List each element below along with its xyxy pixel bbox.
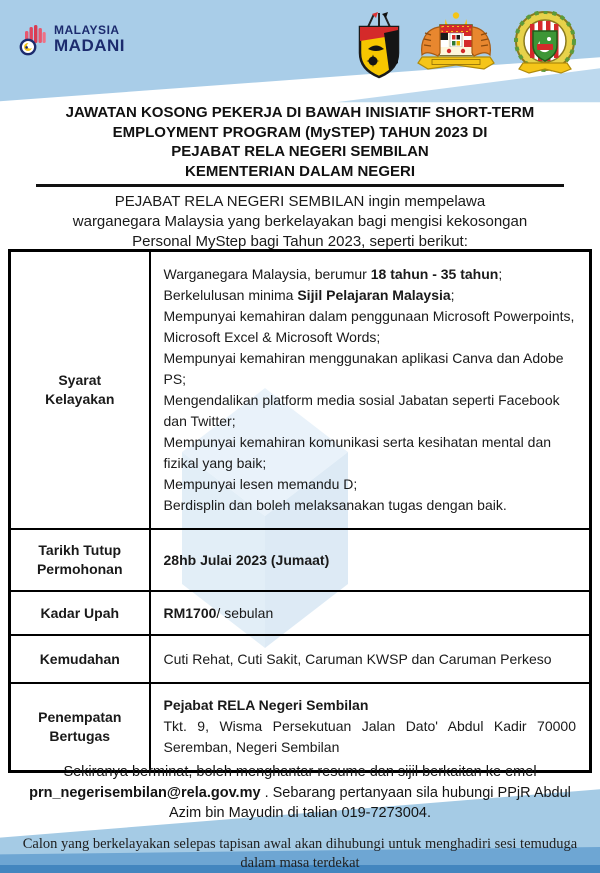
requirement-bold-text: 18 tahun - 35 tahun [370,266,499,282]
madani-wordmark-line2: MADANI [54,36,125,55]
row-label-line: Kadar Upah [40,604,120,621]
row-label-kadar-upah [10,591,150,635]
madani-wordmark [54,24,125,54]
title-divider-rule [36,184,564,187]
requirement-line [164,390,577,432]
placement-office-text: Pejabat RELA Negeri Sembilan [163,697,369,714]
page-title-line-4: KEMENTERIAN DALAM NEGERI [184,162,415,180]
madani-hand-icon [18,22,50,56]
requirement-text: Berdisplin dan boleh melaksanakan tugas dengan baik. [163,497,507,513]
requirement-line [164,348,577,390]
page-title [0,103,600,181]
requirement-line [164,264,577,285]
row-label-line: Permohonan [36,561,123,577]
requirement-text: Warganegara Malaysia, berumur [163,266,371,282]
requirement-text: Mengendalikan platform media sosial Jabatan seperti Facebook dan Twitter; [163,392,560,429]
row-label-line: Syarat [58,372,102,388]
contact-text: Sekiranya berminat, boleh menghantar resume dan sijil berkaitan ke emel [63,764,537,780]
row-value-kadar-upah [150,591,591,635]
contact-paragraph [22,762,578,824]
negeri-sembilan-crest-icon [356,11,402,79]
malaysia-coat-of-arms-icon [412,11,500,77]
requirement-text: Mempunyai kemahiran menggunakan aplikasi Canva dan Adobe PS; [163,350,564,387]
table-row-syarat-kelayakan [10,251,591,530]
row-label-penempatan [10,683,150,771]
job-details-table [8,249,592,773]
requirement-text: ; [450,287,455,303]
intro-paragraph: PEJABAT RELA NEGERI SEMBILAN ingin mempelawa warganegara Malaysia yang berkelayakan bagi mengisi kekosongan Personal MyStep bagi Tahun 2023, seperti berikut: [72,193,528,250]
row-value-tarikh-tutup [150,529,591,591]
requirement-line [164,432,577,474]
page-title-line-2: EMPLOYMENT PROGRAM (MySTEP) TAHUN 2023 DI [112,123,488,141]
row-label-tarikh-tutup [10,529,150,591]
row-value-penempatan [150,683,591,771]
header-banner [0,0,600,110]
requirement-line [164,495,577,516]
rela-crest-icon [509,11,581,79]
row-value-syarat-kelayakan [150,251,591,530]
row-label-line: Tarikh Tutup [38,542,122,558]
table-row-penempatan [10,683,591,771]
madani-wordmark-line1: MALAYSIA [54,23,120,37]
row-label-line: Penempatan [38,708,122,725]
page-title-line-1: JAWATAN KOSONG PEKERJA DI BAWAH INISIATIF SHORT-TERM [65,104,535,121]
malaysia-madani-logo [18,22,125,56]
placement-address-text: Tkt. 9, Wisma Persekutuan Jalan Dato' Abdul Kadir 70000 Seremban, Negeri Sembilan [163,718,576,756]
table-row-kadar-upah [10,591,591,635]
footer-banner-text: Calon yang berkelayakan selepas tapisan awal akan dihubungi untuk menghadiri sesi temuduga dalam masa terdekat [22,836,578,871]
contact-text: . Sebarang pertanyaan sila hubungi PPjR Abdul Azim bin Mayudin di talian 019-7273004. [169,784,571,821]
requirement-bold-text: Sijil Pelajaran Malaysia [297,287,451,303]
requirement-text: Mempunyai lesen memandu D; [163,476,358,492]
row-label-line: Bertugas [49,727,111,744]
table-row-tarikh-tutup [10,529,591,591]
requirement-text: Mempunyai kemahiran dalam penggunaan Microsoft Powerpoints, Microsoft Excel & Microsoft Words; [163,308,575,345]
salary-amount-text: RM1700 [163,604,217,621]
contact-email-text: prn_negerisembilan@rela.gov.my [29,784,261,801]
row-label-line: Kelayakan [45,391,115,407]
requirement-line [164,285,577,306]
requirement-text: Berkelulusan minima [163,287,298,303]
row-label-kemudahan [10,635,150,683]
benefits-text: Cuti Rehat, Cuti Sakit, Caruman KWSP dan Caruman Perkeso [163,650,552,667]
requirement-line [164,306,577,348]
table-row-kemudahan [10,635,591,683]
row-value-kemudahan [150,635,591,683]
salary-unit-text: / sebulan [216,604,274,621]
requirement-line [164,474,577,495]
row-label-syarat-kelayakan [10,251,150,530]
page-title-line-3: PEJABAT RELA NEGERI SEMBILAN [171,143,429,160]
requirement-text: Mempunyai kemahiran komunikasi serta kesihatan mental dan fizikal yang baik; [163,434,552,471]
closing-date-text: 28hb Julai 2023 (Jumaat) [163,551,330,568]
row-label-line: Kemudahan [39,650,120,667]
requirement-text: ; [498,266,503,282]
